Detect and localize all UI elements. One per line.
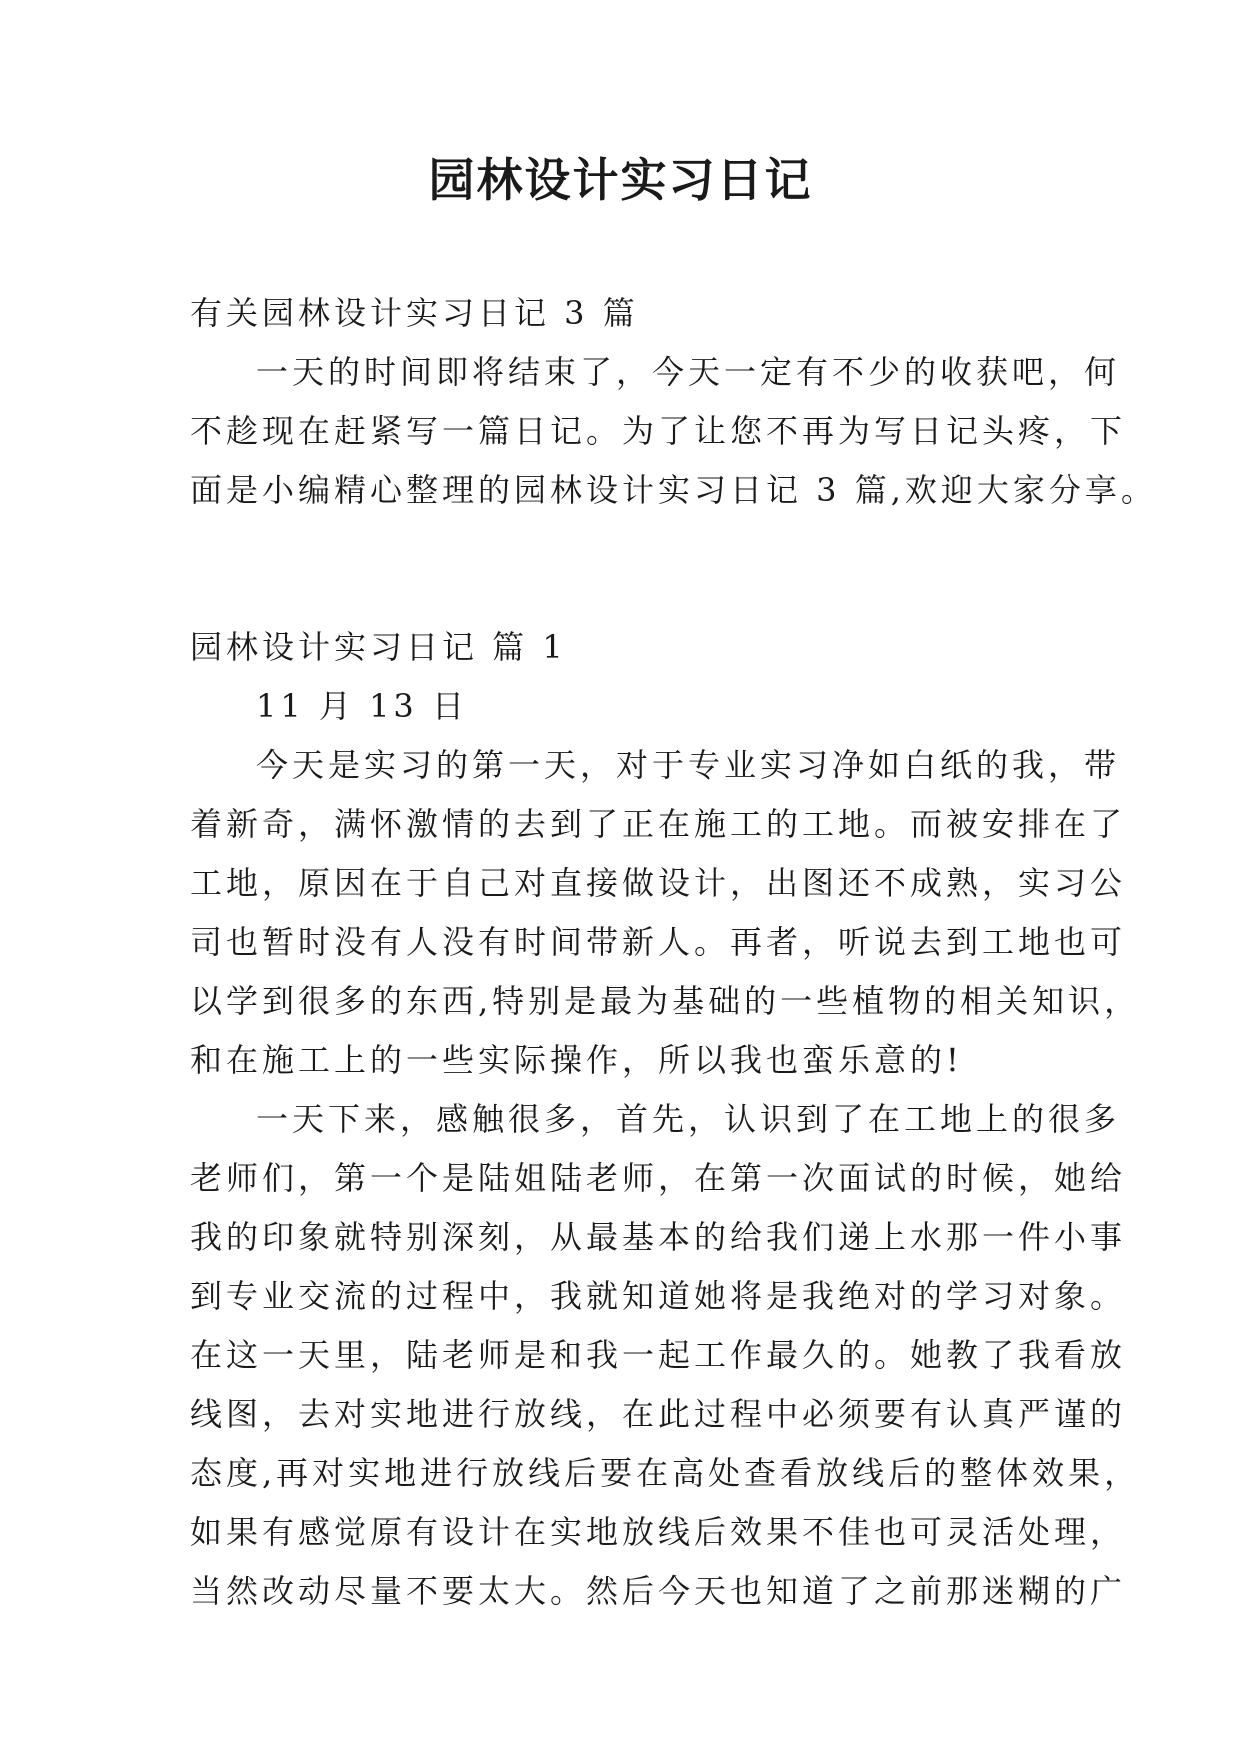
text-line: 和在施工上的一些实际操作，所以我也蛮乐意的! [190,1041,963,1079]
document-title: 园林设计实习日记 [428,153,813,207]
text-line: 线图，去对实地进行放线，在此过程中必须要有认真严谨的 [190,1395,1127,1433]
text-line: 工地，原因在于自己对直接做设计，出图还不成熟，实习公 [190,864,1127,902]
text-line: 今天是实习的第一天，对于专业实习净如白纸的我，带 [256,746,1121,784]
section-spacer [190,520,1070,618]
text-line: 一天的时间即将结束了，今天一定有不少的收获吧，何 [256,353,1121,391]
text-line: 以学到很多的东西,特别是最为基础的一些植物的相关知识， [190,982,1141,1020]
entry-date: 11 月 13 日 [256,687,468,725]
text-line: 老师们，第一个是陆姐陆老师，在第一次面试的时候，她给 [190,1159,1127,1197]
text-line: 着新奇，满怀激情的去到了正在施工的工地。而被安排在了 [190,805,1127,843]
text-line: 如果有感觉原有设计在实地放线后效果不佳也可灵活处理， [190,1513,1127,1551]
text-line: 司也暂时没有人没有时间带新人。再者，听说去到工地也可 [190,923,1127,961]
text-line: 态度,再对实地进行放线后要在高处查看放线后的整体效果， [190,1454,1141,1492]
text-line: 一天下来，感触很多，首先，认识到了在工地上的很多 [256,1100,1121,1138]
text-line: 我的印象就特别深刻，从最基本的给我们递上水那一件小事 [190,1218,1127,1256]
document-subtitle: 有关园林设计实习日记 3 篇 [190,294,639,332]
document-body [190,284,1157,1621]
intro-paragraph [190,343,1157,520]
text-line: 在这一天里，陆老师是和我一起工作最久的。她教了我看放 [190,1336,1127,1374]
text-line: 到专业交流的过程中，我就知道她将是我绝对的学习对象。 [190,1277,1127,1315]
text-line: 面是小编精心整理的园林设计实习日记 3 篇,欢迎大家分享。 [190,471,1157,509]
section-heading: 园林设计实习日记 篇 1 [190,628,567,666]
paragraph-1 [190,736,1141,1090]
text-line: 不趁现在赶紧写一篇日记。为了让您不再为写日记头疼，下 [190,412,1127,450]
text-line: 当然改动尽量不要太大。然后今天也知道了之前那迷糊的广 [190,1572,1127,1610]
paragraph-2 [190,1090,1141,1621]
